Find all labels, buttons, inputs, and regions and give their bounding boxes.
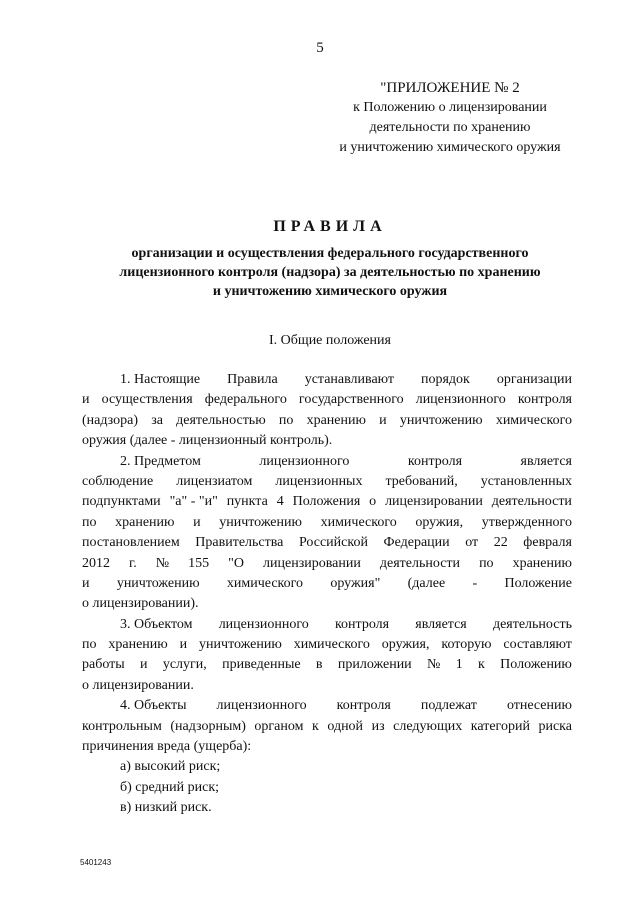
word: г. (129, 555, 137, 571)
word: уничтожению (116, 575, 200, 591)
word: деятельностью (176, 412, 266, 428)
word: постановлением (82, 535, 180, 551)
word: составляют (503, 637, 572, 653)
word: к (478, 657, 485, 673)
word: Положения (292, 494, 361, 510)
word: уничтожению (219, 514, 302, 530)
word: 155 (188, 555, 210, 571)
word: оружия" (330, 575, 381, 591)
appendix-line: "ПРИЛОЖЕНИЕ № 2 (380, 80, 520, 96)
word: "О (228, 555, 244, 571)
word: 4. Объекты (120, 698, 187, 714)
word: деятельности (379, 555, 461, 571)
subtitle-line: лицензионного контроля (надзора) за деятельностью по хранению (119, 265, 541, 280)
word: 1. Настоящие (120, 372, 201, 387)
paragraph-4-line (82, 717, 572, 737)
word: по (82, 637, 97, 653)
word: является (520, 453, 572, 469)
word: оружия, (415, 514, 464, 530)
word: Положению (500, 657, 572, 673)
word: приложении (337, 657, 412, 673)
word: следующих (393, 718, 463, 734)
appendix-line: деятельности по хранению (369, 120, 531, 135)
word: отнесению (506, 698, 572, 714)
word: химического (226, 575, 304, 591)
appendix-line: к Положению о лицензировании (353, 100, 547, 115)
word: хранению (108, 637, 168, 653)
word: от (465, 535, 479, 551)
document-subtitle (0, 244, 640, 301)
word: Положение (504, 575, 572, 591)
paragraph-2-line (82, 492, 572, 512)
word: 2012 (82, 555, 110, 571)
paragraph-2-line (82, 513, 572, 533)
page-number: 5 (316, 40, 324, 56)
word: и (379, 412, 387, 428)
word: лицензионного (415, 392, 506, 408)
word: деятельность (492, 616, 572, 632)
word: порядок (421, 372, 470, 387)
word: лицензионных (275, 473, 363, 489)
word: "а" - "и" (169, 494, 218, 510)
list-item: а) высокий риск; (120, 759, 221, 775)
paragraph-4-line (82, 696, 572, 716)
word: лицензионного (259, 453, 350, 469)
word: контроля (336, 698, 391, 714)
paragraph-2-line (82, 533, 572, 553)
word: хранению (115, 514, 175, 530)
word: Федерации (383, 535, 450, 551)
word: федерального (204, 392, 287, 408)
word: приведенные (222, 657, 301, 673)
subtitle-line: и уничтожению химического оружия (212, 284, 448, 299)
paragraph-1-line (82, 390, 572, 410)
word: № (155, 555, 170, 571)
word: в (315, 657, 323, 673)
word: (надзора) (82, 412, 138, 428)
section-heading: I. Общие положения (269, 333, 391, 348)
paragraph-1-line: оружия (далее - лицензионный контроль). (82, 433, 333, 449)
word: из (371, 718, 385, 734)
document-title: ПРАВИЛА (273, 218, 387, 235)
word: 2. Предметом (120, 453, 201, 469)
paragraph-3-line: о лицензировании. (82, 677, 194, 693)
subtitle-line: организации и осуществления федерального государственного (131, 246, 529, 261)
word: и (140, 657, 148, 673)
word: 22 (493, 535, 508, 551)
word: о (369, 494, 377, 510)
word: - (472, 575, 478, 591)
word: лицензионного (216, 698, 307, 714)
word: пункта (226, 494, 268, 510)
paragraph-3-line (82, 615, 572, 635)
paragraph-3-line (82, 635, 572, 655)
word: за (151, 412, 163, 428)
word: работы (82, 657, 125, 673)
paragraph-2-line (82, 472, 572, 492)
word: 3. Объектом (120, 616, 193, 632)
word: устанавливают (304, 372, 395, 387)
appendix-header (300, 78, 600, 158)
word: требований, (385, 473, 458, 489)
word: по (82, 514, 97, 530)
word: подлежат (420, 698, 477, 714)
word: и (179, 637, 188, 653)
word: Российской (298, 535, 368, 551)
word: Правила (227, 372, 278, 387)
paragraph-2-line (82, 554, 572, 574)
list-item: в) низкий риск. (120, 800, 212, 816)
word: одной (327, 718, 364, 734)
word: (далее (407, 575, 446, 591)
word: к (312, 718, 319, 734)
word: контроля (407, 453, 463, 469)
word: лицензионного (218, 616, 309, 632)
paragraph-1-line (82, 411, 572, 431)
word: по (278, 412, 294, 428)
word: лицензиатом (176, 473, 253, 489)
footer-document-code: 5401243 (80, 858, 112, 867)
paragraph-4-line: причинения вреда (ущерба): (82, 739, 252, 755)
word: и (82, 575, 90, 591)
word: 1 (455, 657, 463, 673)
word: контроля (334, 616, 390, 632)
word: № (427, 657, 441, 673)
word: уничтожению (399, 412, 483, 428)
document-body (82, 370, 572, 819)
word: установленных (480, 473, 572, 489)
word: контрольным (82, 718, 162, 734)
word: услуги, (162, 657, 207, 673)
word: риска (538, 718, 572, 734)
word: хранению (306, 412, 366, 428)
word: осуществления (101, 392, 193, 408)
word: (надзорным) (170, 718, 246, 734)
word: лицензировании (385, 494, 483, 510)
word: и (193, 514, 201, 530)
word: государственного (298, 392, 404, 408)
word: 4 (276, 494, 284, 510)
word: лицензировании (263, 555, 361, 571)
word: химического (495, 412, 572, 428)
word: Правительства (195, 535, 284, 551)
word: которую (441, 637, 492, 653)
word: химического (320, 514, 397, 530)
word: февраля (523, 535, 572, 551)
paragraph-2-line (82, 452, 572, 472)
word: уничтожению (199, 637, 282, 653)
word: утвержденного (481, 514, 572, 530)
paragraph-3-line (82, 655, 572, 675)
paragraph-2-line: о лицензировании). (82, 596, 199, 612)
word: хранению (512, 555, 572, 571)
word: и (82, 392, 90, 408)
word: органом (254, 718, 304, 734)
word: контроля (517, 392, 572, 408)
word: категорий (470, 718, 530, 734)
word: организации (496, 372, 572, 387)
paragraph-1-line (82, 370, 572, 390)
word: является (415, 616, 467, 632)
word: деятельности (491, 494, 572, 510)
word: химического (293, 637, 370, 653)
paragraph-2-line (82, 574, 572, 594)
appendix-line: и уничтожению химического оружия (339, 140, 561, 155)
word: подпунктами (82, 494, 161, 510)
word: соблюдение (82, 473, 154, 489)
word: по (479, 555, 494, 571)
word: оружия, (381, 637, 430, 653)
list-item: б) средний риск; (120, 779, 220, 795)
